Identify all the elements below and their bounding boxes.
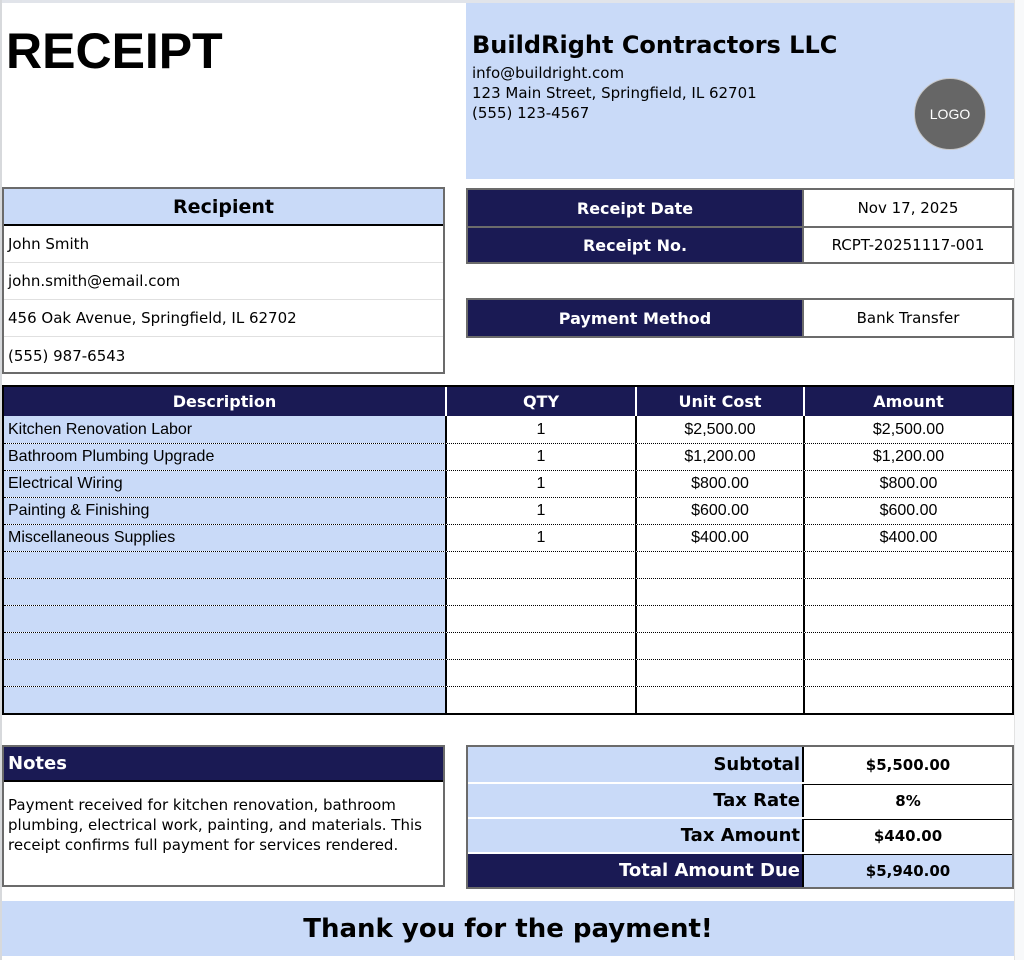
- item-amount[interactable]: [805, 633, 1012, 659]
- payment-method-box: [466, 298, 1014, 338]
- item-description[interactable]: [4, 606, 447, 632]
- item-unit-cost[interactable]: [637, 606, 805, 632]
- tax-rate-value[interactable]: 8%: [804, 784, 1012, 817]
- item-amount[interactable]: [805, 579, 1012, 605]
- item-qty[interactable]: 1: [447, 444, 637, 470]
- total-due-value[interactable]: $5,940.00: [804, 854, 1012, 887]
- totals-section: [466, 745, 1014, 889]
- item-qty[interactable]: [447, 660, 637, 686]
- company-header: [466, 3, 1014, 179]
- receipt-date-label: Receipt Date: [468, 190, 804, 226]
- subtotal-value[interactable]: $5,500.00: [804, 747, 1012, 782]
- table-row: [4, 524, 1012, 551]
- item-description[interactable]: Painting & Finishing: [4, 498, 447, 524]
- receipt-date-value[interactable]: Nov 17, 2025: [804, 190, 1012, 226]
- recipient-phone[interactable]: (555) 987-6543: [8, 346, 126, 365]
- payment-method-value[interactable]: Bank Transfer: [804, 300, 1012, 336]
- item-amount[interactable]: [805, 687, 1012, 713]
- table-row: [4, 497, 1012, 524]
- tax-amount-row: [468, 817, 1012, 852]
- item-amount[interactable]: $2,500.00: [872, 420, 945, 438]
- item-qty[interactable]: 1: [447, 498, 637, 524]
- item-description[interactable]: [4, 552, 447, 578]
- item-unit-cost[interactable]: $2,500.00: [637, 416, 805, 443]
- table-row: [4, 416, 1012, 443]
- thank-you-banner: Thank you for the payment!: [2, 901, 1014, 956]
- item-description[interactable]: [4, 660, 447, 686]
- table-row: [4, 605, 1012, 632]
- item-amount[interactable]: [805, 606, 1012, 632]
- item-unit-cost[interactable]: $400.00: [637, 525, 805, 551]
- item-description[interactable]: [4, 687, 447, 713]
- col-header-qty: QTY: [447, 387, 637, 416]
- col-header-unit-cost: Unit Cost: [637, 387, 805, 416]
- recipient-address[interactable]: 456 Oak Avenue, Springfield, IL 62702: [4, 300, 443, 337]
- item-description[interactable]: Kitchen Renovation Labor: [4, 416, 447, 443]
- item-description[interactable]: [4, 633, 447, 659]
- recipient-name[interactable]: John Smith: [4, 226, 443, 263]
- item-qty[interactable]: [447, 579, 637, 605]
- logo-placeholder-icon: [914, 78, 986, 150]
- item-qty[interactable]: [447, 633, 637, 659]
- total-due-row: [468, 852, 1012, 887]
- item-amount[interactable]: [805, 552, 1012, 578]
- col-header-description: Description: [4, 387, 447, 416]
- receipt-no-row: [468, 226, 1012, 262]
- logo-label: LOGO: [929, 106, 971, 122]
- item-unit-cost[interactable]: $1,200.00: [637, 444, 805, 470]
- receipt-date-row: [468, 190, 1012, 226]
- company-name: BuildRight Contractors LLC: [472, 31, 838, 59]
- tax-amount-label: Tax Amount: [468, 819, 804, 852]
- payment-method-label: Payment Method: [468, 300, 804, 336]
- item-unit-cost[interactable]: [637, 552, 805, 578]
- receipt-info-box: [466, 188, 1014, 264]
- tax-rate-row: [468, 782, 1012, 817]
- recipient-header: Recipient: [4, 189, 443, 226]
- tax-rate-label: Tax Rate: [468, 784, 804, 817]
- item-unit-cost[interactable]: [637, 660, 805, 686]
- item-qty[interactable]: 1: [447, 471, 637, 497]
- item-amount[interactable]: $1,200.00: [872, 448, 945, 465]
- subtotal-row: [468, 747, 1012, 782]
- recipient-email[interactable]: john.smith@email.com: [4, 263, 443, 300]
- subtotal-label: Subtotal: [468, 747, 804, 782]
- item-qty[interactable]: 1: [447, 525, 637, 551]
- payment-method-row: [468, 300, 1012, 336]
- item-qty[interactable]: [447, 687, 637, 713]
- col-header-amount: Amount: [873, 392, 944, 411]
- item-qty[interactable]: [447, 552, 637, 578]
- total-due-label: Total Amount Due: [468, 854, 804, 887]
- item-unit-cost[interactable]: [637, 687, 805, 713]
- item-description[interactable]: Electrical Wiring: [4, 471, 447, 497]
- table-row: [4, 578, 1012, 605]
- table-row: [4, 659, 1012, 686]
- item-qty[interactable]: 1: [447, 416, 637, 443]
- item-amount[interactable]: $400.00: [879, 529, 938, 546]
- item-unit-cost[interactable]: [637, 633, 805, 659]
- recipient-section: [2, 187, 445, 374]
- table-row: [4, 470, 1012, 497]
- item-unit-cost[interactable]: $800.00: [637, 471, 805, 497]
- table-row: [4, 632, 1012, 659]
- line-items-table: [2, 385, 1014, 715]
- page-title: RECEIPT: [6, 23, 223, 79]
- table-row: [4, 551, 1012, 578]
- notes-section: [2, 745, 445, 887]
- item-amount[interactable]: $600.00: [879, 502, 938, 519]
- company-email: info@buildright.com: [472, 64, 625, 82]
- table-header-row: [4, 387, 1012, 416]
- tax-amount-value[interactable]: $440.00: [804, 819, 1012, 852]
- table-row: [4, 686, 1012, 713]
- item-description[interactable]: Miscellaneous Supplies: [4, 525, 447, 551]
- item-unit-cost[interactable]: $600.00: [637, 498, 805, 524]
- company-phone: (555) 123-4567: [472, 104, 590, 122]
- item-qty[interactable]: [447, 606, 637, 632]
- receipt-no-value[interactable]: RCPT-20251117-001: [804, 228, 1012, 262]
- table-row: [4, 443, 1012, 470]
- company-address: 123 Main Street, Springfield, IL 62701: [472, 84, 757, 102]
- item-description[interactable]: Bathroom Plumbing Upgrade: [4, 444, 447, 470]
- item-unit-cost[interactable]: [637, 579, 805, 605]
- notes-body[interactable]: Payment received for kitchen renovation, bathroom plumbing, electrical work, painting, and materials. This receipt confirms full payment for services rendered.: [8, 796, 422, 854]
- item-amount[interactable]: $800.00: [879, 475, 938, 492]
- sheet-right-scrollbar[interactable]: [1014, 0, 1024, 960]
- receipt-no-label: Receipt No.: [468, 228, 804, 262]
- notes-header: Notes: [4, 747, 443, 782]
- item-description[interactable]: [4, 579, 447, 605]
- item-amount[interactable]: [805, 660, 1012, 686]
